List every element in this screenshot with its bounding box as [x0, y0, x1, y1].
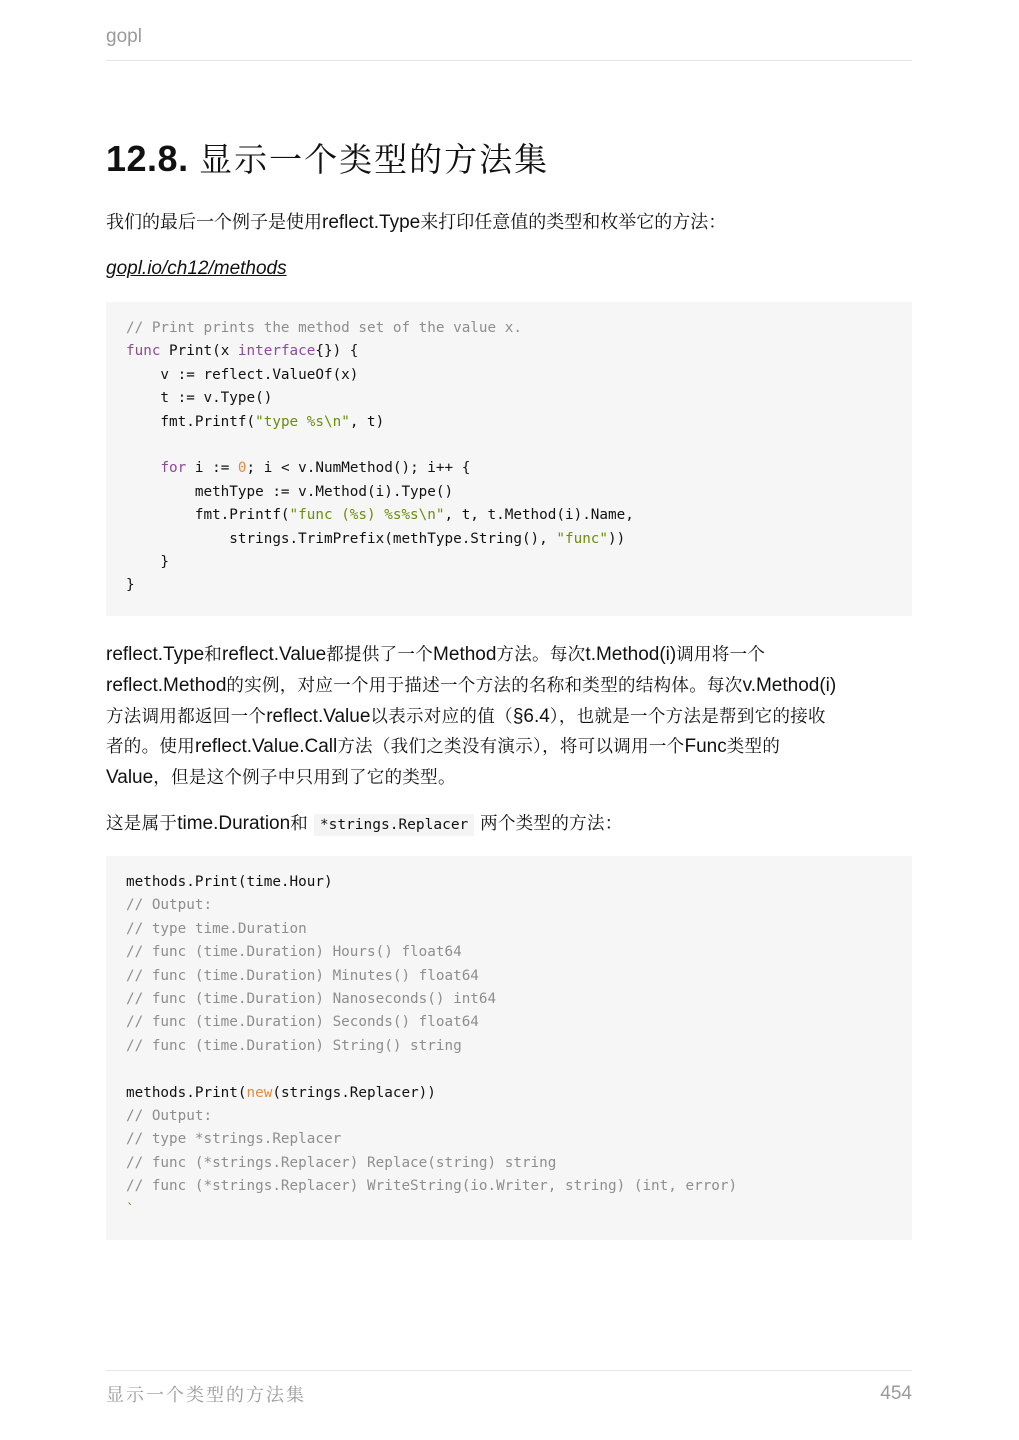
code-line	[126, 390, 272, 406]
code-token: (strings.Replacer))	[272, 1084, 436, 1101]
paragraph-span: 方法调用都返回一个	[106, 706, 267, 727]
para2-text: 这是属于	[106, 814, 178, 834]
code-token: // func (*strings.Replacer) WriteString(io.Writer, string) (int, error)	[126, 1178, 738, 1195]
code-line	[126, 320, 522, 336]
code-token: // type time.Duration	[126, 920, 307, 937]
inline-code: *strings.Replacer	[314, 814, 474, 836]
code-line	[126, 1131, 341, 1147]
code-line	[126, 1178, 737, 1194]
paragraph-span: Method	[433, 644, 497, 665]
intro-paragraph	[106, 207, 912, 238]
code-line	[126, 991, 496, 1007]
code-token: }	[126, 554, 170, 571]
code-line	[126, 343, 358, 359]
code-line	[126, 460, 470, 476]
code-token: func	[126, 343, 161, 360]
code-token: "func (%s) %s%s\n"	[289, 507, 445, 524]
code-line	[126, 1108, 212, 1124]
code-line	[126, 897, 212, 913]
paragraph-span: 以表示对应的值（	[370, 706, 513, 727]
code-line	[126, 554, 169, 570]
code-token: fmt.Printf(	[126, 507, 290, 524]
code-line	[126, 968, 479, 984]
para2-text-end: 两个类型的方法：	[474, 814, 623, 834]
code-token: {}) {	[315, 343, 359, 360]
paragraph-span: Func	[684, 736, 727, 758]
code-token: // type *strings.Replacer	[126, 1131, 342, 1148]
code-token: "type %s\n"	[255, 413, 350, 430]
code-token: for	[160, 460, 187, 477]
code-token: 0	[237, 460, 247, 477]
code-token: ))	[608, 530, 626, 547]
code-line	[126, 577, 135, 593]
paragraph-span: 方法（我们之类没有演示），将可以调用一个	[337, 737, 685, 758]
code-block-output	[106, 856, 912, 1240]
paragraph-span: 类型的	[726, 737, 781, 758]
code-token: // func (time.Duration) Minutes() float64	[126, 967, 479, 984]
example-intro-paragraph	[106, 808, 912, 841]
code-token: i :=	[186, 460, 238, 477]
code-line	[126, 1202, 135, 1218]
paragraph-span: ），也就是一个方法是帮到它的接收	[549, 706, 826, 727]
code-token: `	[126, 1201, 135, 1218]
code-token: methods.Print(	[126, 1084, 247, 1101]
paragraph-span: §6.4	[512, 705, 550, 727]
explanation-paragraph	[106, 640, 912, 794]
code-line	[126, 484, 453, 500]
intro-term: reflect.Type	[322, 212, 421, 233]
paragraph-span: 都提供了一个	[326, 645, 434, 665]
paragraph-span: t.Method(i)	[585, 644, 677, 665]
code-token: // Output:	[126, 1108, 213, 1125]
code-token: strings.TrimPrefix(methType.String(),	[126, 530, 557, 547]
code-line	[126, 874, 333, 890]
code-line	[126, 507, 634, 523]
footer-chapter: 显示一个类型的方法集	[106, 1385, 306, 1406]
page-header	[106, 24, 912, 61]
paragraph-span: v.Method(i)	[742, 674, 837, 696]
paragraph-span: Value	[106, 767, 154, 789]
code-token	[126, 460, 160, 476]
code-token: , t, t.Method(i).Name,	[444, 507, 634, 524]
code-block-methods	[106, 302, 912, 616]
code-token: // Output:	[126, 897, 213, 914]
page-footer	[106, 1370, 912, 1411]
code-token: // func (time.Duration) Nanoseconds() int64	[126, 991, 497, 1008]
code-token: ; i < v.NumMethod(); i++ {	[246, 460, 471, 477]
section-heading	[106, 134, 549, 181]
source-link[interactable]: gopl.io/ch12/methods	[106, 258, 287, 279]
code-line	[126, 1085, 436, 1101]
section-number: 12.8.	[106, 138, 189, 179]
code-line	[126, 414, 384, 430]
paragraph-span: reflect.Type	[106, 644, 205, 665]
code-token: // Print prints the method set of the value x.	[126, 320, 522, 336]
code-token: interface	[237, 343, 316, 360]
code-token: }	[126, 577, 135, 594]
book-title: gopl	[106, 26, 142, 47]
code-token: v := reflect.ValueOf(x)	[126, 366, 359, 383]
paragraph-span: 者的。使用	[106, 737, 195, 758]
paragraph-span: reflect.Method	[106, 674, 227, 696]
para2-term: time.Duration	[177, 813, 291, 834]
code-line	[126, 531, 625, 547]
code-token: // func (time.Duration) Hours() float64	[126, 944, 462, 961]
paragraph-span: 的实例，对应一个用于描述一个方法的名称和类型的结构体。每次	[226, 675, 743, 696]
intro-text-end: 来打印任意值的类型和枚举它的方法：	[420, 212, 727, 233]
code-line	[126, 1155, 556, 1171]
paragraph-span: ，但是这个例子中只用到了它的类型。	[153, 768, 456, 789]
code-token: methods.Print(time.Hour)	[126, 874, 333, 890]
code-token: fmt.Printf(	[126, 413, 256, 430]
code-line	[126, 944, 462, 960]
code-token: // func (time.Duration) String() string	[126, 1037, 462, 1054]
code-token: "func"	[556, 530, 609, 547]
code-token: // func (*strings.Replacer) Replace(string) string	[126, 1154, 557, 1171]
paragraph-span: reflect.Value	[222, 644, 327, 665]
code-line	[126, 1014, 479, 1030]
code-token: methType := v.Method(i).Type()	[126, 483, 454, 500]
intro-text: 我们的最后一个例子是使用	[106, 212, 322, 233]
page-number: 454	[880, 1383, 912, 1404]
section-title: 显示一个类型的方法集	[199, 140, 550, 179]
paragraph-span: reflect.Value.Call	[195, 736, 338, 758]
code-token: Print(x	[160, 343, 238, 360]
para2-text-2: 和	[290, 814, 314, 834]
code-token: , t)	[349, 413, 385, 430]
code-line	[126, 367, 358, 383]
code-token: t := v.Type()	[126, 390, 273, 407]
paragraph-span: reflect.Value	[266, 705, 371, 727]
code-token: // func (time.Duration) Seconds() float64	[126, 1014, 479, 1031]
paragraph-span: 和	[204, 645, 223, 665]
code-line	[126, 921, 307, 937]
code-line	[126, 1038, 462, 1054]
paragraph-span: 调用将一个	[676, 645, 766, 665]
paragraph-span: 方法。每次	[496, 645, 586, 665]
code-token: new	[246, 1084, 273, 1101]
